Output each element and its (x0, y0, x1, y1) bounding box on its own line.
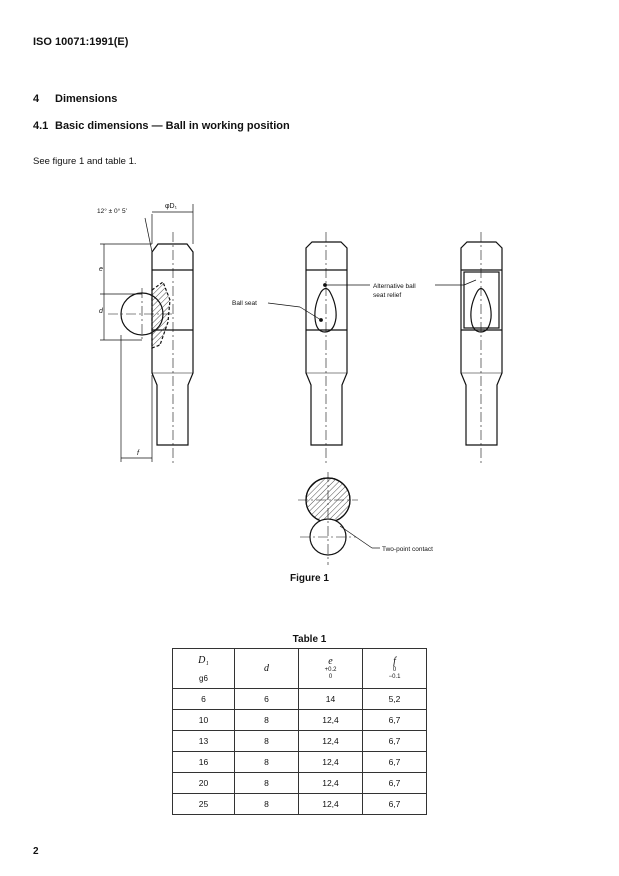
table-cell: 6,7 (363, 752, 427, 773)
table-header-row (173, 649, 427, 689)
middle-pin (306, 232, 347, 465)
table-cell: 12,4 (299, 752, 363, 773)
table-row (173, 773, 427, 794)
table-cell: 8 (235, 752, 299, 773)
header-d: d (235, 649, 299, 689)
table-cell: 25 (173, 794, 235, 815)
table-cell: 8 (235, 731, 299, 752)
header-d1: D₁ g6 (173, 649, 235, 689)
subsection-number: 4.1 (33, 120, 49, 132)
table-cell: 8 (235, 794, 299, 815)
left-pin-seat-hatch (152, 282, 170, 348)
document-header: ISO 10071:1991(E) (33, 36, 129, 48)
table-cell: 8 (235, 710, 299, 731)
table-cell: 6,7 (363, 710, 427, 731)
alt-relief-label-line2: seat relief (373, 292, 402, 299)
table-cell: 16 (173, 752, 235, 773)
ball-seat-label: Ball seat (232, 300, 257, 307)
table-cell: 13 (173, 731, 235, 752)
figure-caption: Figure 1 (290, 573, 329, 584)
angle-label: 12° ± 0° 5' (97, 208, 127, 215)
dimensions-table (172, 648, 427, 815)
table-cell: 20 (173, 773, 235, 794)
table-cell: 12,4 (299, 731, 363, 752)
table-caption: Table 1 (292, 634, 327, 645)
table-row (173, 731, 427, 752)
table-cell: 5,2 (363, 689, 427, 710)
page-number: 2 (33, 846, 39, 857)
table-cell: 10 (173, 710, 235, 731)
table-cell: 6 (173, 689, 235, 710)
table-row (173, 689, 427, 710)
table-row (173, 752, 427, 773)
table-cell: 14 (299, 689, 363, 710)
table-cell: 6,7 (363, 794, 427, 815)
header-f: f 0 −0.1 (363, 649, 427, 689)
table-row (173, 710, 427, 731)
header-e: e +0.2 0 (299, 649, 363, 689)
table-cell: 6,7 (363, 731, 427, 752)
subsection-title: Basic dimensions — Ball in working position (55, 120, 290, 132)
section-number: 4 (33, 93, 40, 105)
alt-relief-label-line1: Alternative ball (373, 283, 416, 290)
table-cell: 12,4 (299, 773, 363, 794)
table-cell: 8 (235, 773, 299, 794)
right-pin (461, 232, 502, 465)
d-label: d (99, 308, 103, 315)
section-title: Dimensions (55, 93, 118, 105)
e-label: e (99, 266, 103, 273)
table-cell: 12,4 (299, 794, 363, 815)
table-row (173, 794, 427, 815)
f-label: f (137, 450, 139, 457)
table-cell: 6,7 (363, 773, 427, 794)
table-cell: 12,4 (299, 710, 363, 731)
two-point-contact-label: Two-point contact (382, 546, 433, 553)
contact-section-view (298, 472, 380, 565)
table-cell: 6 (235, 689, 299, 710)
intro-text: See figure 1 and table 1. (33, 156, 137, 167)
d1-label: φD₁ (165, 203, 177, 210)
